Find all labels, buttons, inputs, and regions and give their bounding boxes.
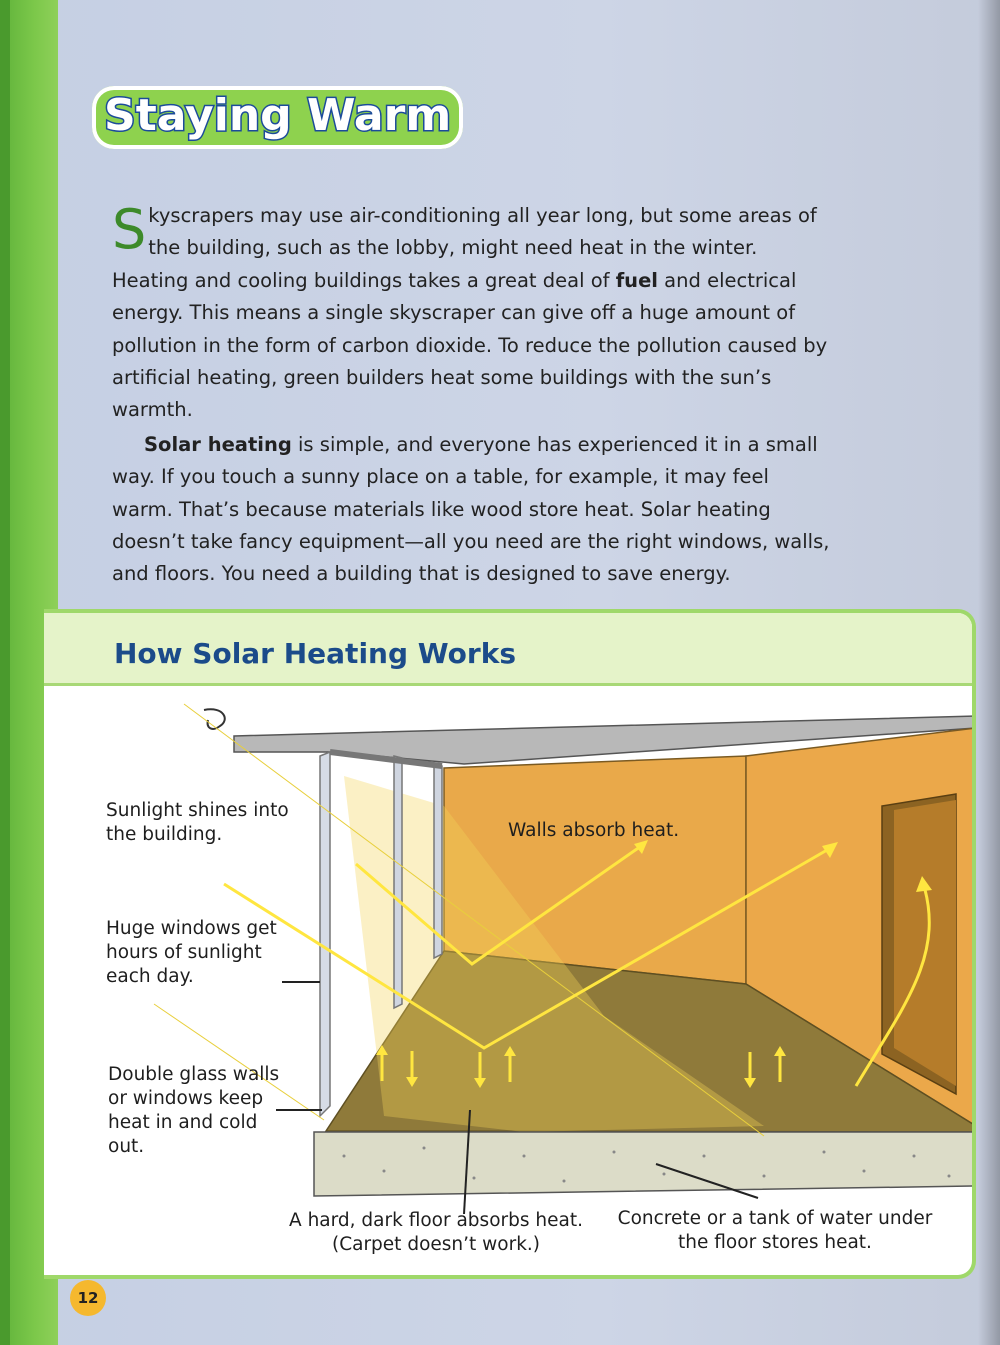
paragraph-2	[112, 429, 832, 591]
label-double-glass: Double glass walls or windows keep heat in and cold out.	[108, 1064, 280, 1157]
door-panel	[894, 800, 956, 1086]
page-shadow	[978, 0, 1000, 1345]
window-frame-back	[434, 764, 442, 958]
spine-edge	[0, 0, 10, 1345]
label-sunlight: Sunlight shines into the building.	[106, 800, 289, 845]
label-concrete: Concrete or a tank of water under the floor stores heat.	[617, 1208, 933, 1253]
paragraph-2-text: is simple, and everyone has experienced it in a small way. If you touch a sunny place on a table, for example, it may feel warm. That’s because materials like wood store heat. Solar heating doesn’t take fancy equipment—all you need are the right windows, walls, and floors. You need a building that is designed to save energy.	[112, 432, 830, 586]
window-frame-mid	[394, 756, 402, 1008]
paragraph-1	[112, 200, 832, 427]
title-badge	[92, 86, 463, 149]
page-number: 12	[70, 1280, 106, 1316]
concrete-slab	[314, 1132, 976, 1196]
label-walls: Walls absorb heat.	[508, 820, 680, 841]
term-fuel: fuel	[615, 268, 658, 292]
label-windows: Huge windows get hours of sunlight each day.	[106, 918, 277, 987]
diagram-header	[44, 613, 976, 686]
page-title: Staying Warm	[92, 86, 463, 149]
body-text	[112, 200, 832, 591]
roof-gutter	[204, 709, 225, 729]
drop-cap: S	[112, 198, 147, 261]
label-floor: A hard, dark floor absorbs heat. (Carpet doesn’t work.)	[289, 1210, 583, 1255]
paragraph-1-text-a: kyscrapers may use air-conditioning all year long, but some areas of the building, such as the lobby, might need heat in the winter. Heating and cooling buildings takes a great deal of	[112, 204, 817, 292]
diagram-panel	[44, 609, 976, 1279]
paragraph-1-text-b: and electrical energy. This means a single skyscraper can give off a huge amount of pollution in the form of carbon dioxide. To reduce the pollution caused by artificial heating, green builders heat some buildings with the sun’s warmth.	[112, 268, 828, 422]
term-solar-heating: Solar heating	[144, 432, 292, 456]
diagram-title: How Solar Heating Works	[114, 637, 516, 670]
